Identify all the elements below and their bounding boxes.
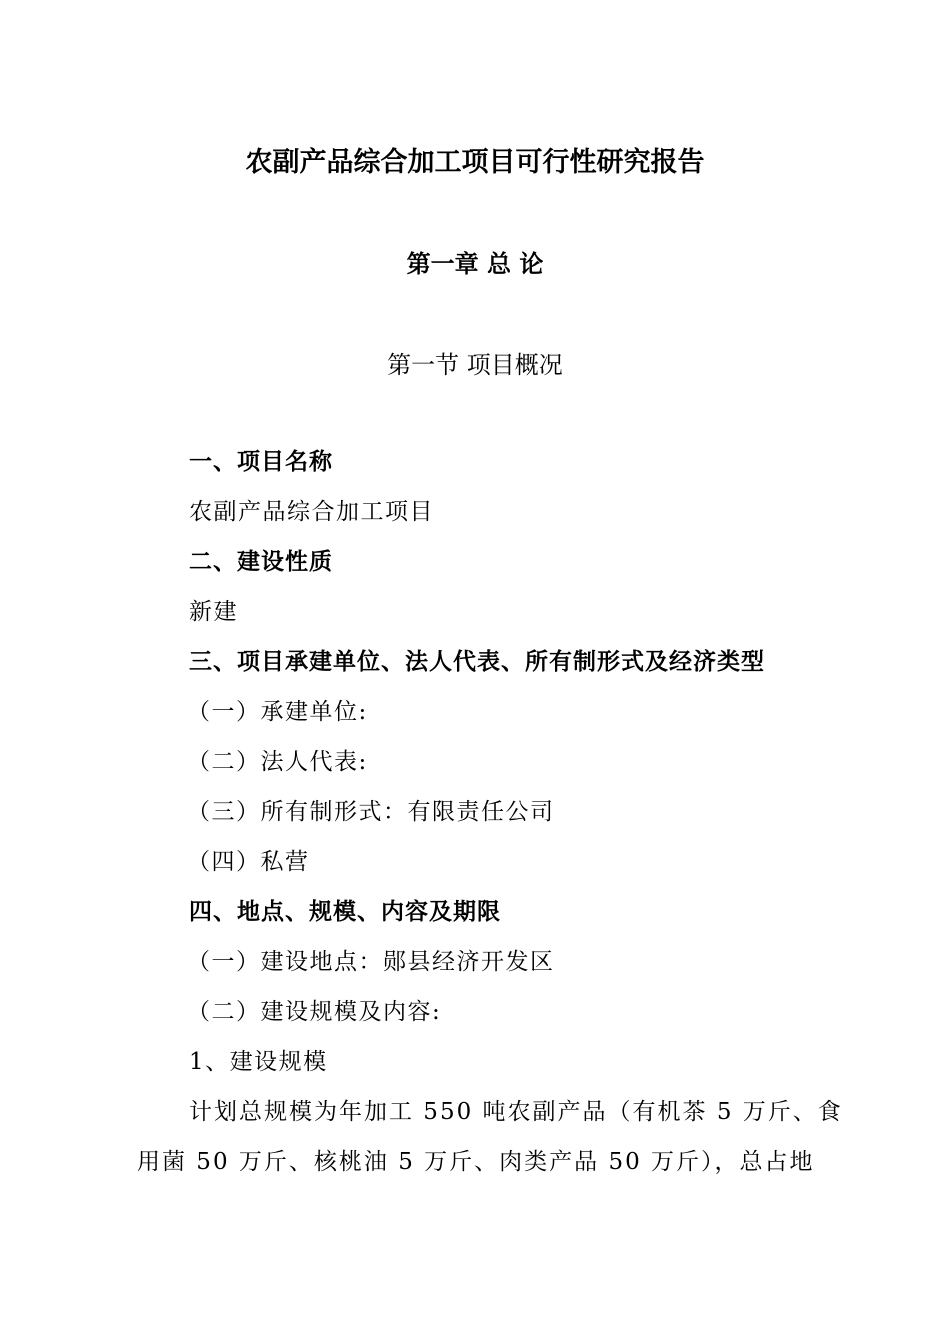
document-body [137, 445, 843, 1195]
heading-location-scale: 四、地点、规模、内容及期限 [189, 898, 501, 925]
heading-construction-nature: 二、建设性质 [189, 548, 333, 575]
list-item: （四）私营 [187, 849, 310, 875]
subheading-construction-scale: 1、建设规模 [189, 1049, 328, 1075]
heading-project-name: 一、项目名称 [189, 448, 333, 475]
list-item: （一）承建单位: [187, 699, 368, 725]
list-item: （三）所有制形式：有限责任公司 [187, 799, 555, 825]
construction-nature-text: 新建 [189, 599, 238, 625]
section-heading: 第一节 项目概况 [387, 351, 563, 379]
chapter-heading: 第一章 总 论 [406, 249, 544, 278]
list-item: （二）法人代表: [187, 749, 368, 775]
paragraph-line: 用菌 50 万斤、核桃油 5 万斤、肉类产品 50 万斤），总占地 [137, 1149, 815, 1175]
heading-contractor-info: 三、项目承建单位、法人代表、所有制形式及经济类型 [189, 648, 765, 675]
list-item: （一）建设地点：郧县经济开发区 [187, 949, 555, 975]
project-name-text: 农副产品综合加工项目 [189, 499, 434, 525]
paragraph-line: 计划总规模为年加工 550 吨农副产品（有机茶 5 万斤、食 [189, 1099, 843, 1125]
list-item: （二）建设规模及内容: [187, 999, 442, 1025]
document-title: 农副产品综合加工项目可行性研究报告 [245, 147, 705, 178]
